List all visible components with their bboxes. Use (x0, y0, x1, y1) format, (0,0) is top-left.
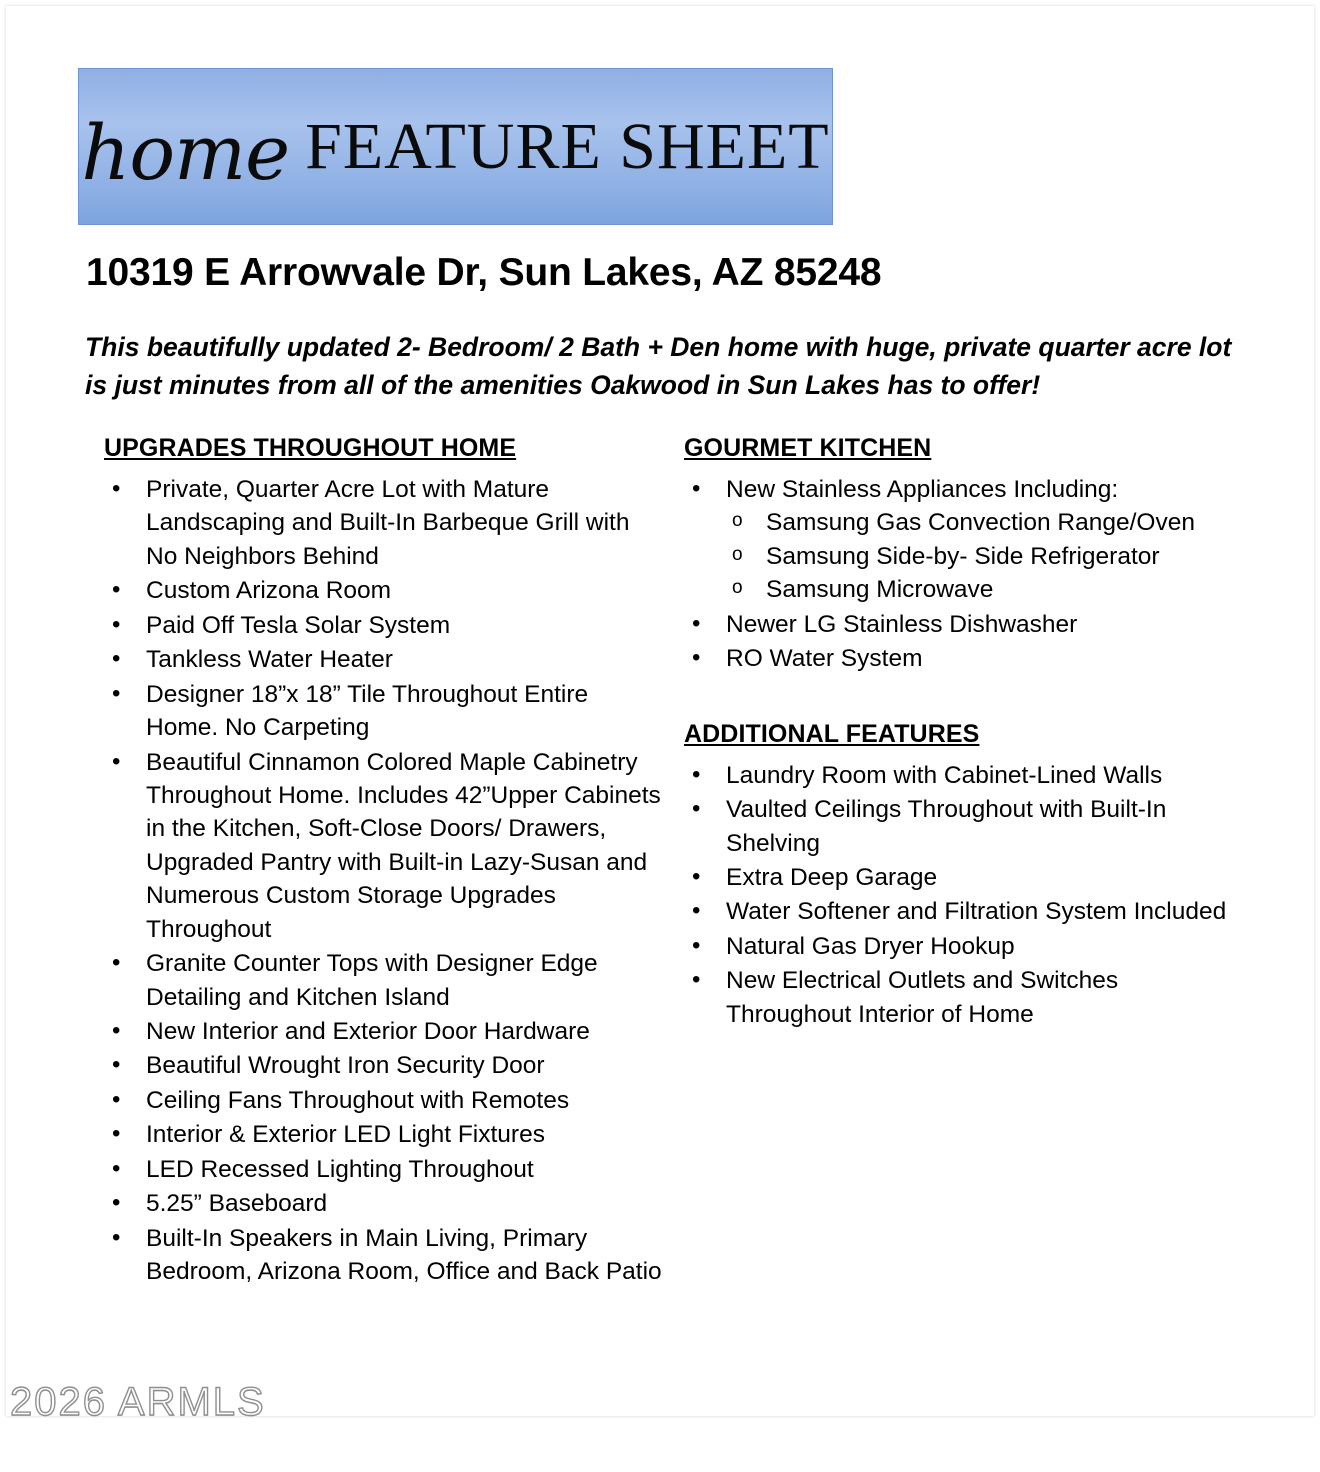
list-item: • Vaulted Ceilings Throughout with Built-In Shelving (684, 793, 1244, 860)
kitchen-list (684, 473, 1244, 676)
property-address: 10319 E Arrowvale Dr, Sun Lakes, AZ 85248 (86, 251, 882, 294)
list-item: • Custom Arizona Room (104, 574, 664, 607)
additional-list (684, 759, 1244, 1032)
list-item: • Private, Quarter Acre Lot with Mature Landscaping and Built-In Barbeque Grill with No Neighbors Behind (104, 473, 664, 573)
watermark: 2026 ARMLS (10, 1380, 266, 1424)
section-title-upgrades: UPGRADES THROUGHOUT HOME (104, 434, 517, 462)
list-item: • New Electrical Outlets and Switches Throughout Interior of Home (684, 964, 1244, 1031)
list-item: • Tankless Water Heater (104, 643, 664, 676)
list-item: • Natural Gas Dryer Hookup (684, 930, 1244, 963)
list-item: • New Interior and Exterior Door Hardware (104, 1015, 664, 1048)
feature-sheet (6, 6, 1314, 1416)
sub-list-item: o Samsung Gas Convection Range/Oven (726, 506, 1244, 539)
list-item: • Built-In Speakers in Main Living, Primary Bedroom, Arizona Room, Office and Back Patio (104, 1222, 664, 1289)
sub-list-item: o Samsung Microwave (726, 573, 1244, 606)
list-item: • Water Softener and Filtration System Included (684, 895, 1244, 928)
header-banner (78, 68, 833, 225)
list-item: • Laundry Room with Cabinet-Lined Walls (684, 759, 1244, 792)
list-item: • Extra Deep Garage (684, 861, 1244, 894)
upgrades-list (104, 473, 664, 1289)
right-column (684, 434, 1244, 1032)
list-item-text: New Stainless Appliances Including: (726, 476, 1119, 503)
section-title-kitchen: GOURMET KITCHEN (684, 434, 932, 462)
list-item: • Ceiling Fans Throughout with Remotes (104, 1084, 664, 1117)
property-intro: This beautifully updated 2- Bedroom/ 2 Bath + Den home with huge, private quarter acre lot is just minutes from all of the amenities Oakwood in Sun Lakes has to offer! (85, 332, 1232, 401)
section-title-additional: ADDITIONAL FEATURES (684, 719, 980, 748)
list-item: • Beautiful Cinnamon Colored Maple Cabinetry Throughout Home. Includes 42”Upper Cabinets in the Kitchen, Soft-Close Doors/ Drawers, Upgraded Pantry with Built-in Lazy-Susan and Numerous Custom Storage Upgrades Throughout (104, 746, 664, 947)
list-item: • LED Recessed Lighting Throughout (104, 1153, 664, 1186)
list-item (684, 473, 1244, 607)
kitchen-sublist (726, 506, 1244, 606)
left-column (104, 434, 664, 1290)
banner-main-word: FEATURE SHEET (305, 109, 830, 183)
list-item: • Paid Off Tesla Solar System (104, 609, 664, 642)
list-item: • Designer 18”x 18” Tile Throughout Entire Home. No Carpeting (104, 678, 664, 745)
list-item: • Granite Counter Tops with Designer Edge Detailing and Kitchen Island (104, 947, 664, 1014)
sub-list-item: o Samsung Side-by- Side Refrigerator (726, 540, 1244, 573)
list-item: • Newer LG Stainless Dishwasher (684, 608, 1244, 641)
list-item: • Interior & Exterior LED Light Fixtures (104, 1118, 664, 1151)
banner-script-word: home (81, 107, 290, 197)
banner-title (79, 69, 832, 224)
list-item: • Beautiful Wrought Iron Security Door (104, 1049, 664, 1082)
list-item: • 5.25” Baseboard (104, 1187, 664, 1220)
list-item: • RO Water System (684, 642, 1244, 675)
